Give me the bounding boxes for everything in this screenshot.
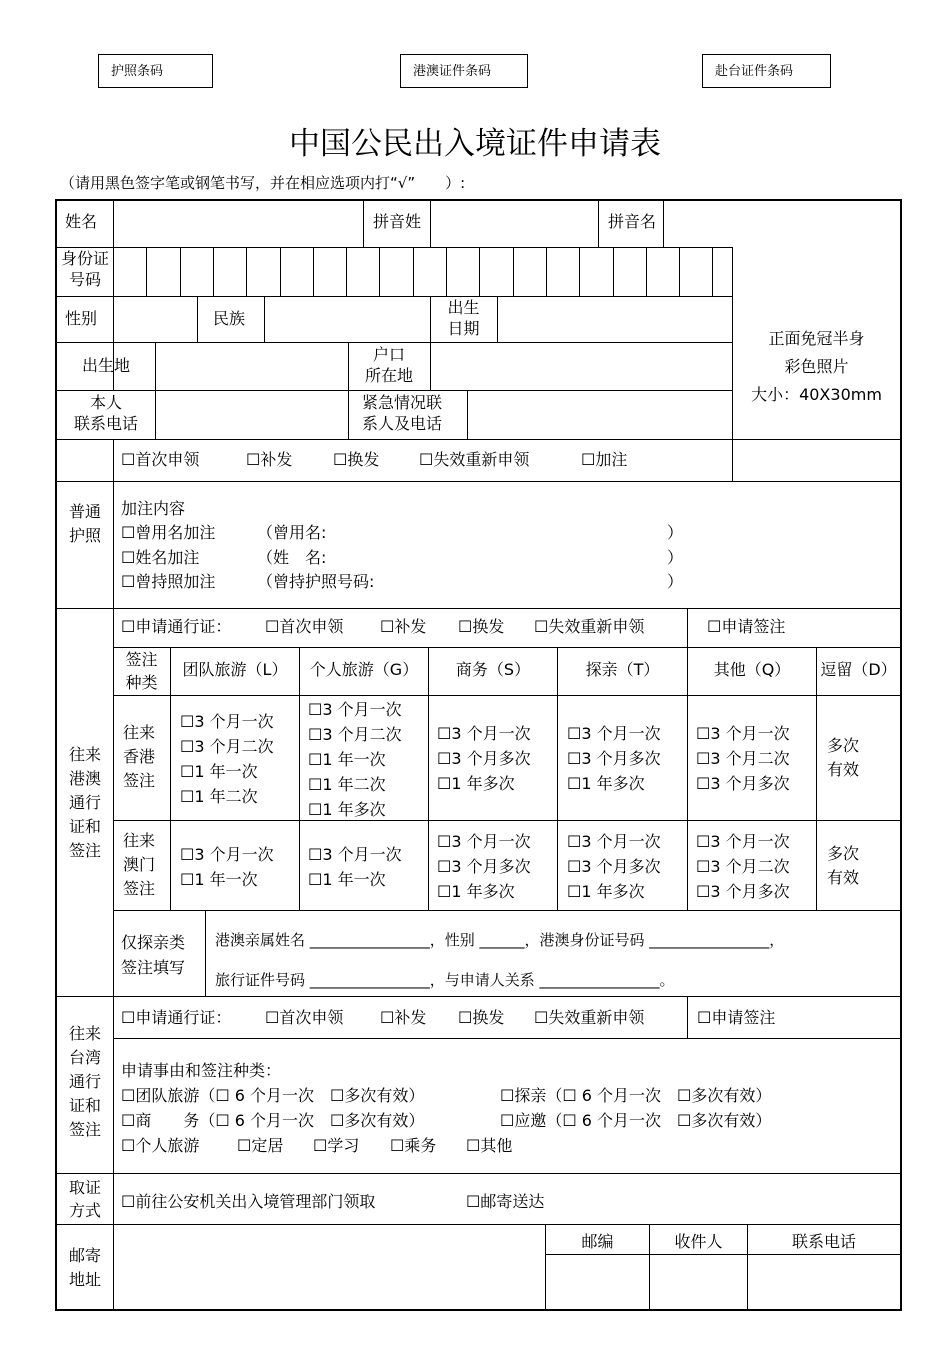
passport-option-reissue[interactable]: ☐补发 bbox=[246, 450, 293, 469]
mo-fam-opt-2[interactable]: ☐1 年多次 bbox=[567, 882, 645, 901]
mo-indiv-opt-0[interactable]: ☐3 个月一次 bbox=[308, 845, 402, 864]
collection-line1: 取证 bbox=[68, 1178, 101, 1197]
id-digit-divider bbox=[313, 247, 314, 296]
hk-other-opt-2[interactable]: ☐3 个月多次 bbox=[696, 774, 790, 793]
mo-fam-opt-1[interactable]: ☐3 个月多次 bbox=[567, 857, 661, 876]
endorse-previous-passport-field: （曾持护照号码: bbox=[257, 572, 375, 591]
mo-individual-tour-options bbox=[308, 842, 402, 892]
id-digit-divider bbox=[246, 247, 247, 296]
application-form bbox=[55, 199, 902, 1311]
passport-barcode-box bbox=[98, 54, 213, 88]
tw-settle[interactable]: ☐定居 bbox=[237, 1136, 284, 1155]
photo-line1: 正面免冠半身 bbox=[768, 329, 865, 348]
emergency-contact-label bbox=[362, 392, 442, 434]
endorse-name-close: ） bbox=[667, 548, 684, 567]
recipient-header: 收件人 bbox=[674, 1232, 723, 1251]
endorse-previous-passport[interactable]: ☐曾持照加注 bbox=[121, 572, 216, 591]
phone-label bbox=[57, 392, 155, 434]
mo-biz-opt-0[interactable]: ☐3 个月一次 bbox=[437, 832, 531, 851]
hk-indiv-opt-0[interactable]: ☐3 个月一次 bbox=[308, 700, 402, 719]
hkmo-label-2: 通行 bbox=[68, 793, 101, 812]
ethnicity-label: 民族 bbox=[213, 309, 246, 328]
hk-biz-opt-2[interactable]: ☐1 年多次 bbox=[437, 774, 515, 793]
photo-line3: 大小：40X30mm bbox=[751, 385, 882, 404]
hk-group-tour-options bbox=[180, 709, 274, 809]
mailing-address-label bbox=[57, 1244, 113, 1292]
tw-study[interactable]: ☐学习 bbox=[313, 1136, 360, 1155]
mo-biz-opt-1[interactable]: ☐3 个月多次 bbox=[437, 857, 531, 876]
tw-label-1: 台湾 bbox=[68, 1048, 101, 1067]
mo-family-options bbox=[567, 829, 661, 904]
hkmo-label-3: 证和 bbox=[68, 817, 101, 836]
hk-stay-line1: 多次 bbox=[827, 736, 860, 755]
endorse-name[interactable]: ☐姓名加注 bbox=[121, 548, 200, 567]
mo-business-options bbox=[437, 829, 531, 904]
mo-other-opt-1[interactable]: ☐3 个月二次 bbox=[696, 857, 790, 876]
id-digit-divider bbox=[413, 247, 414, 296]
postcode-header: 邮编 bbox=[581, 1232, 614, 1251]
hk-other-opt-0[interactable]: ☐3 个月一次 bbox=[696, 724, 790, 743]
id-digit-divider bbox=[513, 247, 514, 296]
hk-biz-opt-0[interactable]: ☐3 个月一次 bbox=[437, 724, 531, 743]
hk-biz-opt-1[interactable]: ☐3 个月多次 bbox=[437, 749, 531, 768]
tw-invitation[interactable]: ☐应邀（☐ 6 个月一次 ☐多次有效） bbox=[500, 1111, 772, 1130]
pinyin-given-label: 拼音名 bbox=[608, 212, 657, 231]
hkmo-apply-permit[interactable]: ☐申请通行证： bbox=[121, 617, 232, 636]
passport-option-first[interactable]: ☐首次申领 bbox=[121, 450, 200, 469]
mo-fam-opt-0[interactable]: ☐3 个月一次 bbox=[567, 832, 661, 851]
hk-indiv-opt-4[interactable]: ☐1 年多次 bbox=[308, 800, 386, 819]
tw-reason-title: 申请事由和签注种类： bbox=[121, 1061, 282, 1080]
passport-section-label bbox=[57, 500, 113, 548]
id-digit-divider bbox=[646, 247, 647, 296]
id-digit-divider bbox=[712, 247, 713, 296]
tw-business[interactable]: ☐商 务（☐ 6 个月一次 ☐多次有效） bbox=[121, 1111, 425, 1130]
id-digit-divider bbox=[280, 247, 281, 296]
hkmo-option-reissue[interactable]: ☐补发 bbox=[380, 617, 427, 636]
id-digit-divider bbox=[579, 247, 580, 296]
mo-other-opt-0[interactable]: ☐3 个月一次 bbox=[696, 832, 790, 851]
endorse-former-name[interactable]: ☐曾用名加注 bbox=[121, 523, 216, 542]
photo-box bbox=[733, 325, 900, 409]
endorse-previous-passport-close: ） bbox=[667, 572, 684, 591]
id-label-line1: 身份证 bbox=[60, 249, 109, 268]
emergency-line1: 紧急情况联 bbox=[362, 393, 443, 412]
hk-fam-opt-2[interactable]: ☐1 年多次 bbox=[567, 774, 645, 793]
phone-line2: 联系电话 bbox=[73, 414, 138, 433]
id-label-line2: 号码 bbox=[68, 270, 101, 289]
hk-label-1: 香港 bbox=[123, 747, 156, 766]
page-title: 中国公民出入境证件申请表 bbox=[289, 126, 661, 162]
tw-family-visit[interactable]: ☐探亲（☐ 6 个月一次 ☐多次有效） bbox=[500, 1086, 772, 1105]
header-family-visit: 探亲（T） bbox=[585, 660, 660, 679]
tw-individual-tour[interactable]: ☐个人旅游 bbox=[121, 1136, 200, 1155]
tw-label-0: 往来 bbox=[68, 1024, 101, 1043]
hkmo-section-label bbox=[57, 743, 113, 863]
photo-line2: 彩色照片 bbox=[784, 357, 849, 376]
mail-line2: 地址 bbox=[68, 1270, 101, 1289]
tw-crew[interactable]: ☐乘务 bbox=[390, 1136, 437, 1155]
mo-indiv-opt-1[interactable]: ☐1 年一次 bbox=[308, 870, 386, 889]
mo-stay-value bbox=[827, 842, 859, 890]
birth-date-label bbox=[430, 297, 497, 339]
id-digit-divider bbox=[146, 247, 147, 296]
collection-office-option[interactable]: ☐前往公安机关出入境管理部门领取 bbox=[121, 1192, 376, 1211]
name-label: 姓名 bbox=[65, 212, 98, 231]
hk-stay-line2: 有效 bbox=[827, 760, 860, 779]
endorse-type-label bbox=[113, 648, 170, 694]
header-group-tour: 团队旅游（L） bbox=[182, 660, 288, 679]
id-digit-divider bbox=[180, 247, 181, 296]
id-digit-divider bbox=[613, 247, 614, 296]
hkmo-option-renew[interactable]: ☐换发 bbox=[458, 617, 505, 636]
endorse-type-line2: 种类 bbox=[125, 673, 158, 692]
id-digit-divider bbox=[479, 247, 480, 296]
hkmo-option-expired[interactable]: ☐失效重新申领 bbox=[534, 617, 645, 636]
hk-macau-barcode-label: 港澳证件条码 bbox=[413, 64, 492, 79]
id-digit-divider bbox=[213, 247, 214, 296]
tw-group-tour[interactable]: ☐团队旅游（☐ 6 个月一次 ☐多次有效） bbox=[121, 1086, 425, 1105]
id-digit-divider bbox=[346, 247, 347, 296]
hukou-line1: 户口 bbox=[372, 345, 405, 364]
mo-other-options bbox=[696, 829, 790, 904]
hk-business-options bbox=[437, 721, 531, 796]
birthplace-label: 出生地 bbox=[81, 356, 130, 375]
mo-stay-line2: 有效 bbox=[827, 868, 860, 887]
hk-individual-tour-options bbox=[308, 697, 402, 822]
hk-group-opt-1[interactable]: ☐3 个月二次 bbox=[180, 737, 274, 756]
relative-info-line2: 旅行证件号码 ________________，与申请人关系 ________________。 bbox=[215, 971, 675, 989]
hk-group-opt-0[interactable]: ☐3 个月一次 bbox=[180, 712, 274, 731]
mo-label-0: 往来 bbox=[123, 831, 156, 850]
hk-macau-barcode-box bbox=[400, 54, 528, 88]
hkmo-label-0: 往来 bbox=[68, 745, 101, 764]
tw-option-renew[interactable]: ☐换发 bbox=[458, 1008, 505, 1027]
hukou-line2: 所在地 bbox=[364, 366, 413, 385]
id-digit-divider bbox=[379, 247, 380, 296]
phone-line1: 本人 bbox=[89, 393, 122, 412]
header-stay: 逗留（D） bbox=[820, 660, 897, 679]
hk-fam-opt-0[interactable]: ☐3 个月一次 bbox=[567, 724, 661, 743]
id-digit-divider bbox=[679, 247, 680, 296]
pinyin-surname-label: 拼音姓 bbox=[373, 212, 422, 231]
hk-endorse-label bbox=[123, 721, 155, 793]
passport-option-endorse[interactable]: ☐加注 bbox=[581, 450, 628, 469]
mail-line1: 邮寄 bbox=[68, 1246, 101, 1265]
endorse-former-name-field: （曾用名: bbox=[257, 523, 327, 542]
instructions: （请用黑色签字笔或钢笔书写，并在相应选项内打“√” ）: bbox=[60, 174, 466, 192]
relative-label-1: 签注填写 bbox=[121, 958, 186, 977]
hkmo-option-first[interactable]: ☐首次申领 bbox=[265, 617, 344, 636]
hkmo-label-1: 港澳 bbox=[68, 769, 101, 788]
hkmo-label-4: 签注 bbox=[68, 841, 101, 860]
relative-info-label bbox=[121, 930, 185, 980]
mo-stay-line1: 多次 bbox=[827, 844, 860, 863]
hk-indiv-opt-1[interactable]: ☐3 个月二次 bbox=[308, 725, 402, 744]
relative-info-line1: 港澳亲属姓名 ________________，性别 ______，港澳身份证号码 ________________， bbox=[215, 931, 785, 949]
mo-other-opt-2[interactable]: ☐3 个月多次 bbox=[696, 882, 790, 901]
hk-other-opt-1[interactable]: ☐3 个月二次 bbox=[696, 749, 790, 768]
mo-biz-opt-2[interactable]: ☐1 年多次 bbox=[437, 882, 515, 901]
hk-label-2: 签注 bbox=[123, 771, 156, 790]
hukou-label bbox=[348, 344, 430, 386]
tw-label-3: 证和 bbox=[68, 1096, 101, 1115]
mo-group-opt-1[interactable]: ☐1 年一次 bbox=[180, 870, 258, 889]
passport-barcode-label: 护照条码 bbox=[111, 64, 164, 79]
birth-line1: 出生 bbox=[447, 298, 480, 317]
header-individual-tour: 个人旅游（G） bbox=[309, 660, 419, 679]
taiwan-barcode-box bbox=[702, 54, 831, 88]
collection-mail-option[interactable]: ☐邮寄送达 bbox=[466, 1192, 545, 1211]
hk-family-options bbox=[567, 721, 661, 796]
hk-indiv-opt-2[interactable]: ☐1 年一次 bbox=[308, 750, 386, 769]
contact-phone-header: 联系电话 bbox=[791, 1232, 856, 1251]
id-digit-divider bbox=[546, 247, 547, 296]
passport-option-expired[interactable]: ☐失效重新申领 bbox=[419, 450, 530, 469]
emergency-line2: 系人及电话 bbox=[362, 414, 443, 433]
id-digit-divider bbox=[446, 247, 447, 296]
mo-label-1: 澳门 bbox=[123, 855, 156, 874]
id-number-label bbox=[57, 248, 113, 290]
hk-label-0: 往来 bbox=[123, 723, 156, 742]
relative-label-0: 仅探亲类 bbox=[121, 933, 186, 952]
endorse-type-line1: 签注 bbox=[125, 650, 158, 669]
tw-apply-endorse[interactable]: ☐申请签注 bbox=[697, 1008, 776, 1027]
tw-other[interactable]: ☐其他 bbox=[466, 1136, 513, 1155]
endorse-name-field: （姓 名: bbox=[257, 548, 327, 567]
birth-line2: 日期 bbox=[447, 319, 480, 338]
mo-endorse-label bbox=[123, 829, 155, 901]
mo-label-2: 签注 bbox=[123, 879, 156, 898]
collection-method-label bbox=[57, 1176, 113, 1222]
tw-option-reissue[interactable]: ☐补发 bbox=[380, 1008, 427, 1027]
endorse-content-title: 加注内容 bbox=[121, 499, 186, 518]
tw-option-expired[interactable]: ☐失效重新申领 bbox=[534, 1008, 645, 1027]
header-other: 其他（Q） bbox=[713, 660, 791, 679]
tw-apply-permit[interactable]: ☐申请通行证： bbox=[121, 1008, 232, 1027]
hkmo-apply-endorse[interactable]: ☐申请签注 bbox=[707, 617, 786, 636]
hk-fam-opt-1[interactable]: ☐3 个月多次 bbox=[567, 749, 661, 768]
tw-label-4: 签注 bbox=[68, 1120, 101, 1139]
hk-indiv-opt-3[interactable]: ☐1 年二次 bbox=[308, 775, 386, 794]
collection-line2: 方式 bbox=[68, 1201, 101, 1220]
taiwan-barcode-label: 赴台证件条码 bbox=[715, 64, 794, 79]
taiwan-section-label bbox=[57, 1022, 113, 1142]
hk-other-options bbox=[696, 721, 790, 796]
gender-label: 性别 bbox=[65, 309, 98, 328]
hk-group-opt-2[interactable]: ☐1 年一次 bbox=[180, 762, 258, 781]
passport-label-line1: 普通 bbox=[68, 502, 101, 521]
passport-option-renew[interactable]: ☐换发 bbox=[333, 450, 380, 469]
endorse-former-name-close: ） bbox=[667, 523, 684, 542]
tw-label-2: 通行 bbox=[68, 1072, 101, 1091]
passport-label-line2: 护照 bbox=[68, 526, 101, 545]
mo-group-tour-options bbox=[180, 842, 274, 892]
header-business: 商务（S） bbox=[455, 660, 531, 679]
hk-stay-value bbox=[827, 734, 859, 782]
hk-group-opt-3[interactable]: ☐1 年二次 bbox=[180, 787, 258, 806]
mo-group-opt-0[interactable]: ☐3 个月一次 bbox=[180, 845, 274, 864]
tw-option-first[interactable]: ☐首次申领 bbox=[265, 1008, 344, 1027]
